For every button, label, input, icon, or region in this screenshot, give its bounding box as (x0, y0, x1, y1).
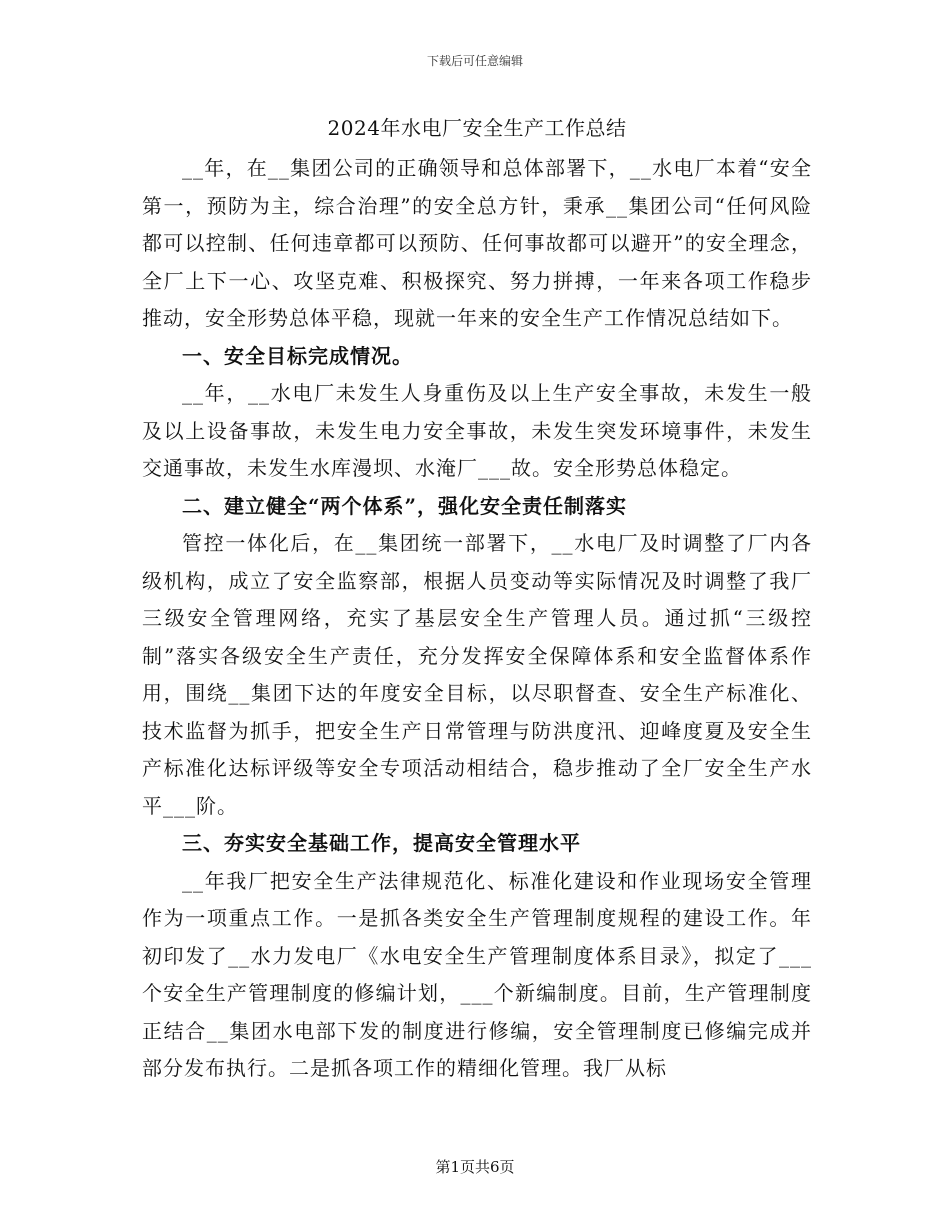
section-paragraph-1: __年，__水电厂未发生人身重伤及以上生产安全事故，未发生一般及以上设备事故，未发生电力安全事故，未发生突发环境事件，未发生交通事故，未发生水库漫坝、水淹厂___故。安全形势总体稳定。 (142, 381, 812, 480)
section-paragraph-3: __年我厂把安全生产法律规范化、标准化建设和作业现场安全管理作为一项重点工作。一是抓各类安全生产管理制度规程的建设工作。年初印发了__水力发电厂《水电安全生产管理制度体系目录》，拟定了___个安全生产管理制度的修编计划，___个新编制度。目前，生产管理制度正结合__集团水电部下发的制度进行修编，安全管理制度已修编完成并部分发布执行。二是抓各项工作的精细化管理。我厂从标 (142, 868, 812, 1080)
page-header-note: 下载后可任意编辑 (426, 54, 523, 68)
page-number: 第1页共6页 (435, 1158, 515, 1176)
intro-paragraph: __年，在__集团公司的正确领导和总体部署下，__水电厂本着“安全第一，预防为主，综合治理”的安全总方针，秉承__集团公司“任何风险都可以控制、任何违章都可以预防、任何事故都可以避开”的安全理念，全厂上下一心、攻坚克难、积极探究、努力拼搏，一年来各项工作稳步推动，安全形势总体平稳，现就一年来的安全生产工作情况总结如下。 (142, 156, 812, 330)
document-title: 2024年水电厂安全生产工作总结 (327, 116, 627, 140)
document-body (142, 112, 812, 1088)
section-heading-1: 一、安全目标完成情况。 (182, 343, 413, 368)
section-paragraph-2: 管控一体化后，在__集团统一部署下，__水电厂及时调整了厂内各级机构，成立了安全监察部，根据人员变动等实际情况及时调整了我厂三级安全管理网络，充实了基层安全生产管理人员。通过抓“三级控制”落实各级安全生产责任，充分发挥安全保障体系和安全监督体系作用，围绕__集团下达的年度安全目标，以尽职督查、安全生产标准化、技术监督为抓手，把安全生产日常管理与防洪度汛、迎峰度夏及安全生产标准化达标评级等安全专项活动相结合，稳步推动了全厂安全生产水平___阶。 (142, 531, 812, 818)
section-heading-2: 二、建立健全“两个体系”，强化安全责任制落实 (182, 493, 628, 518)
section-heading-3: 三、夯实安全基础工作，提高安全管理水平 (182, 831, 581, 855)
